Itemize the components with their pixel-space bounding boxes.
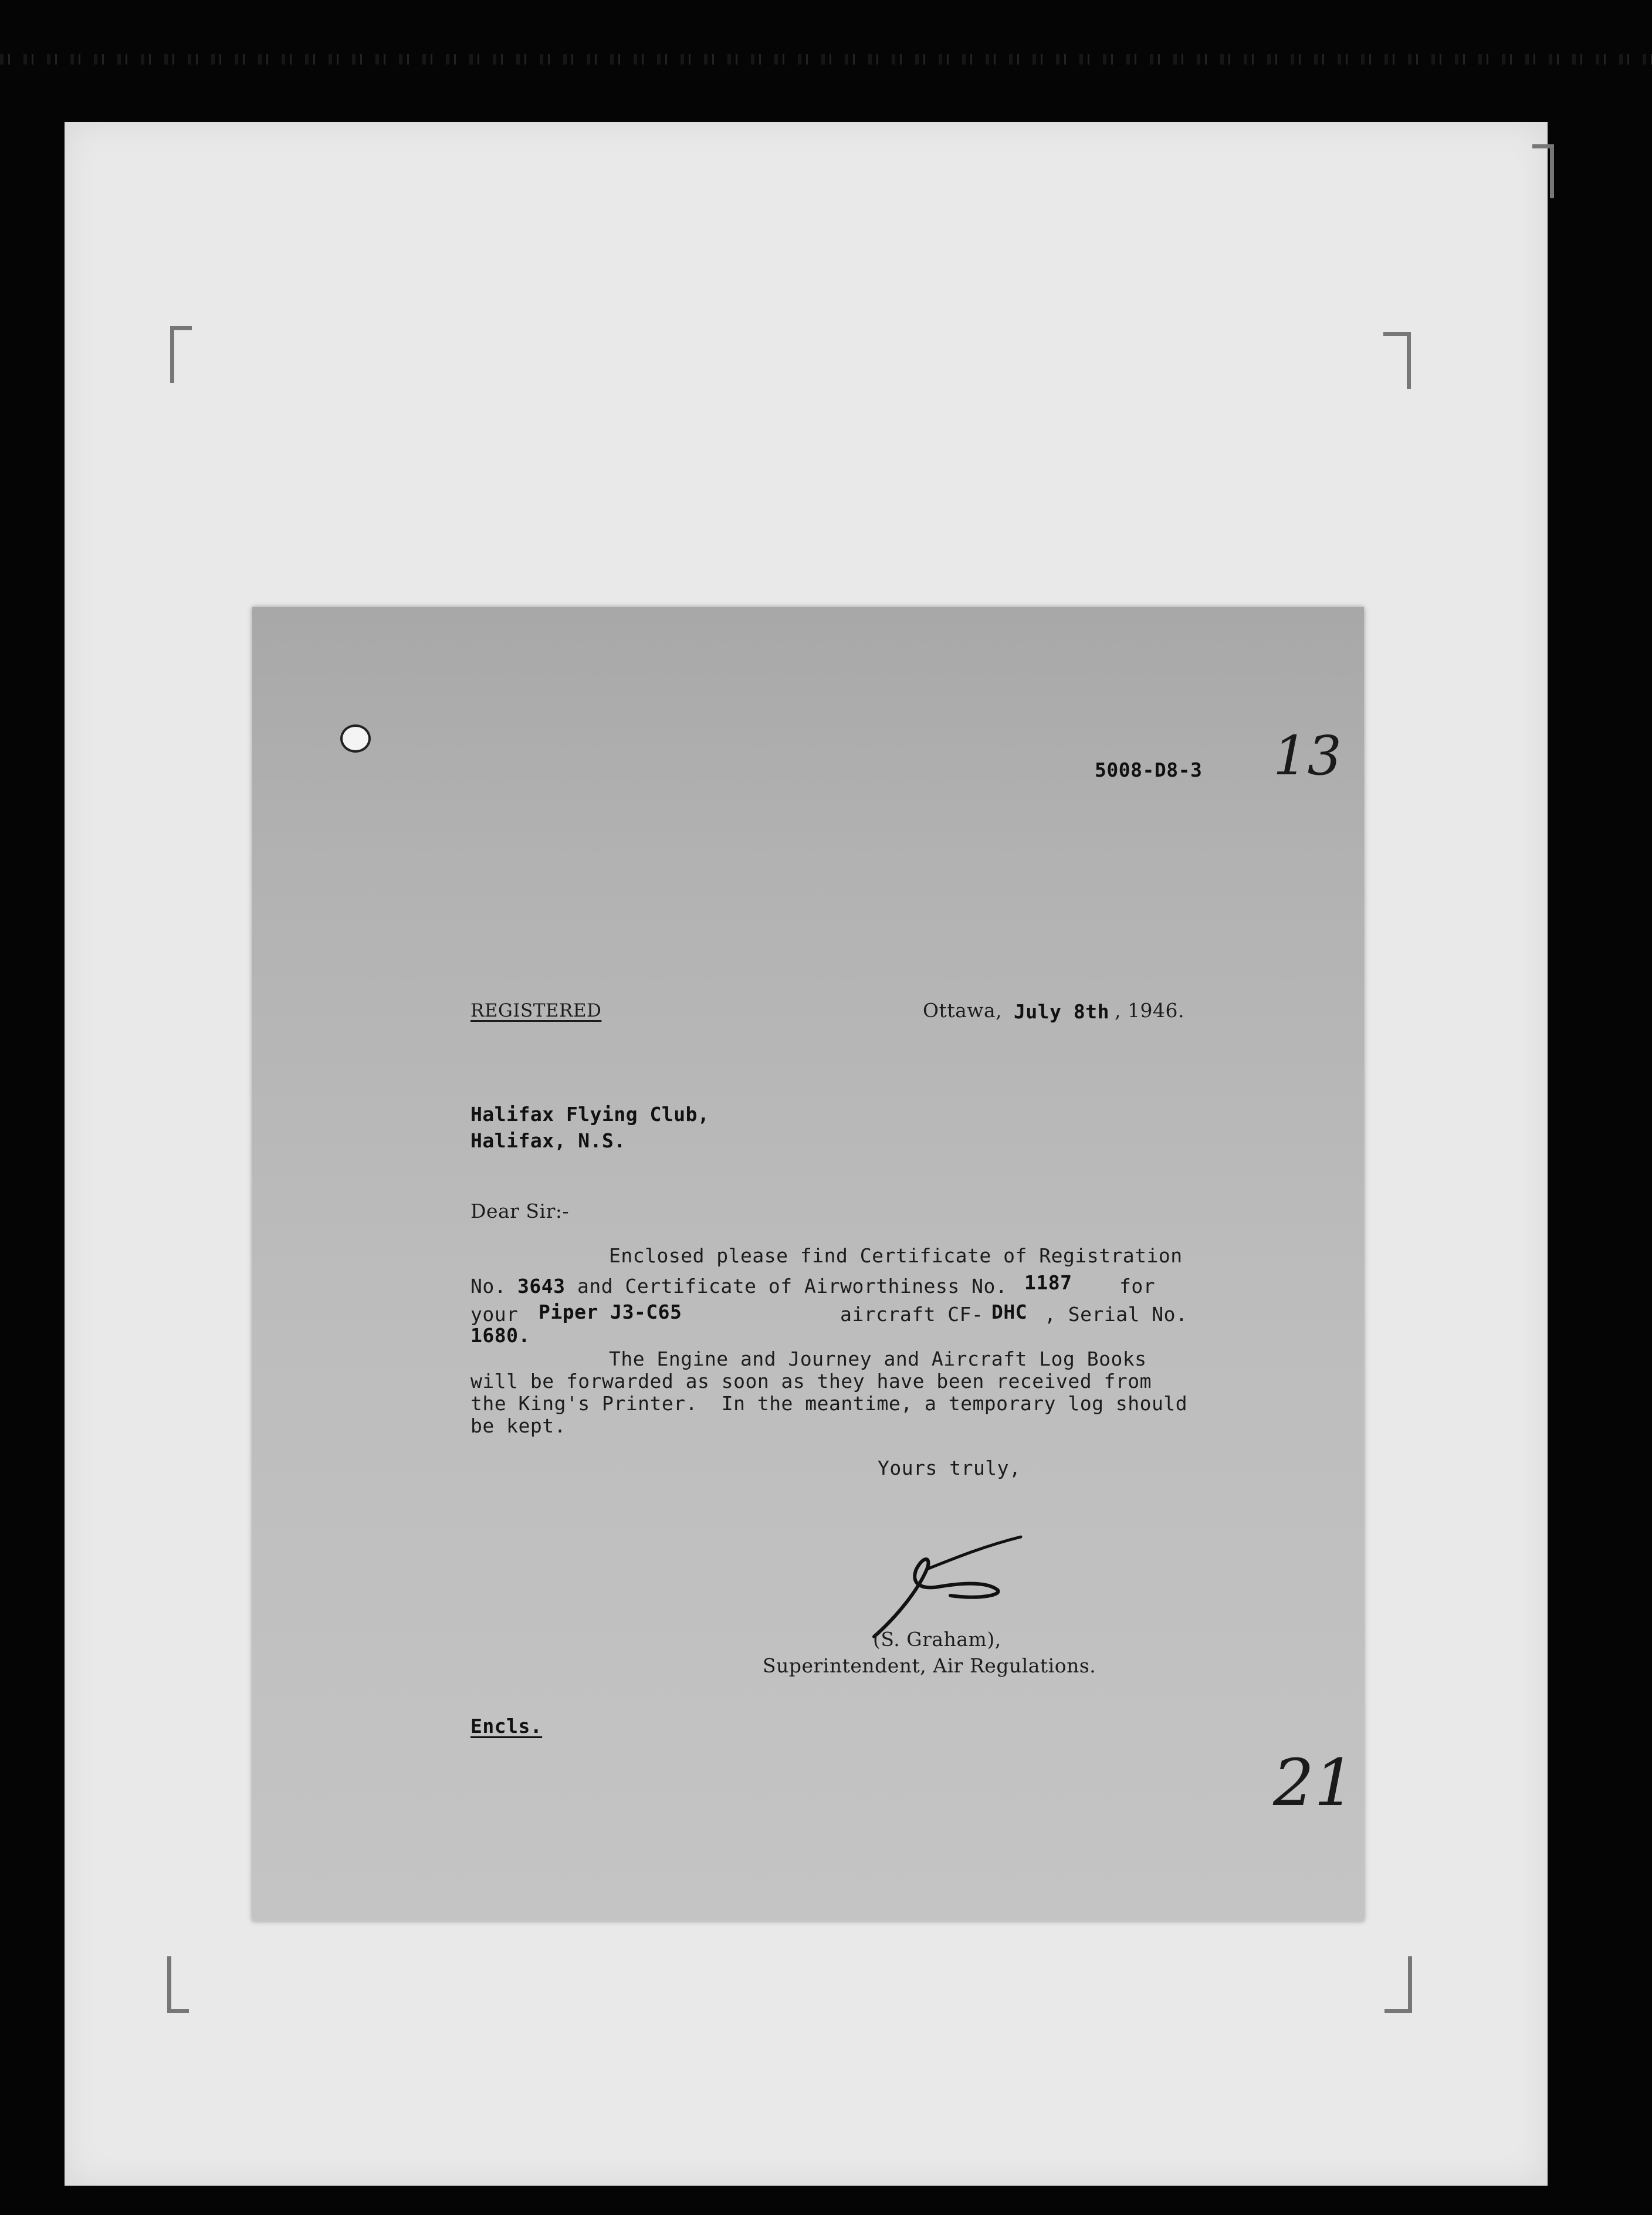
date-day: July 8th bbox=[1014, 1000, 1109, 1023]
body-line-2-mid: and Certificate of Airworthiness No. bbox=[577, 1275, 1008, 1298]
paragraph-2-line-4: be kept. bbox=[470, 1414, 566, 1437]
body-line-3-prefix: your bbox=[470, 1303, 519, 1326]
paragraph-2-line-1: The Engine and Journey and Aircraft Log Books bbox=[609, 1347, 1147, 1370]
crop-mark-top-right bbox=[1383, 332, 1411, 389]
crop-mark-outer-top-right bbox=[1532, 144, 1554, 198]
body-line-3-mid: aircraft CF- bbox=[840, 1303, 984, 1326]
signatory-name: (S. Graham), bbox=[873, 1628, 1001, 1651]
body-line-1: Enclosed please find Certificate of Registration bbox=[609, 1244, 1183, 1267]
serial-number: 1680. bbox=[470, 1324, 530, 1347]
signatory-title: Superintendent, Air Regulations. bbox=[763, 1654, 1096, 1677]
handwritten-margin-note: 21 bbox=[1273, 1745, 1355, 1820]
registered-label: REGISTERED bbox=[470, 1000, 602, 1021]
body-line-2-suffix: for bbox=[1119, 1275, 1156, 1298]
airworthiness-number: 1187 bbox=[1024, 1271, 1072, 1294]
addressee-line-2: Halifax, N.S. bbox=[470, 1129, 626, 1152]
punch-hole bbox=[340, 724, 371, 753]
paragraph-2-line-2: will be forwarded as soon as they have been received from bbox=[470, 1370, 1152, 1393]
aircraft-type: Piper J3-C65 bbox=[539, 1300, 682, 1323]
body-line-2-prefix: No. bbox=[470, 1275, 507, 1298]
registration-mark: DHC bbox=[991, 1300, 1028, 1323]
crop-mark-bottom-left bbox=[167, 1956, 189, 2013]
film-edge-noise bbox=[0, 54, 1652, 65]
date-year: , 1946. bbox=[1115, 999, 1184, 1022]
file-reference: 5008-D8-3 bbox=[1095, 758, 1203, 781]
paragraph-2-line-3: the King's Printer. In the meantime, a temporary log should bbox=[470, 1392, 1188, 1415]
letter-page bbox=[252, 607, 1364, 1921]
body-line-3-suffix: , Serial No. bbox=[1044, 1303, 1188, 1326]
enclosures-label: Encls. bbox=[470, 1715, 543, 1738]
closing: Yours truly, bbox=[878, 1457, 1021, 1479]
crop-mark-top-left bbox=[170, 326, 192, 383]
place: Ottawa, bbox=[923, 999, 1003, 1022]
addressee-line-1: Halifax Flying Club, bbox=[470, 1103, 710, 1126]
handwritten-folio-number: 13 bbox=[1273, 724, 1342, 787]
salutation: Dear Sir:- bbox=[470, 1200, 570, 1222]
registration-number: 3643 bbox=[517, 1275, 566, 1298]
crop-mark-bottom-right bbox=[1384, 1956, 1412, 2013]
